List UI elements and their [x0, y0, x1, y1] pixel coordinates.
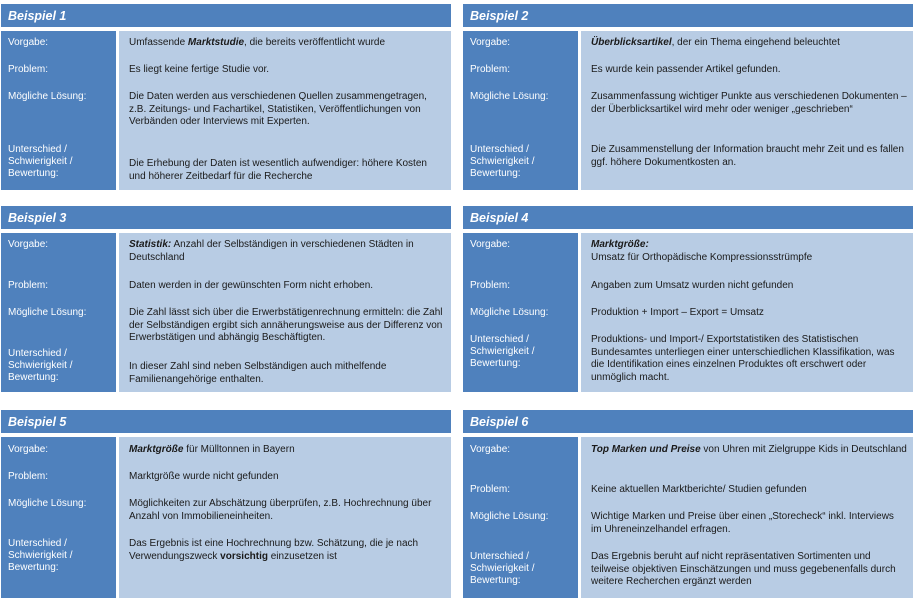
vorgabe-post: von Uhren mit Zielgruppe Kids in Deutschland [700, 444, 907, 455]
value-loesung: Zusammenfassung wichtiger Punkte aus verschiedenen Dokumenten – der Überblicksartikel wird mehr oder weniger „geschrieben“ [591, 91, 907, 115]
label-loesung: Mögliche Lösung: [8, 498, 87, 509]
example-card-6 [463, 410, 913, 598]
label-problem: Problem: [8, 64, 49, 75]
value-bewertung: Die Erhebung der Daten ist wesentlich aufwendiger: höhere Kosten und höherer Zeitbedarf für die Recherche [129, 158, 427, 182]
label-loesung: Mögliche Lösung: [8, 307, 87, 318]
vorgabe-emph: Statistik: [129, 239, 172, 250]
value-bewertung: Produktions- und Import-/ Exportstatistiken des Statistischen Bundesamtes unterliegen einer unterschiedlichen Klassifikation, was die Identifikation eines einzelnen Produktes oft erschwert oder unmöglich macht. [591, 334, 895, 383]
vorgabe-emph: Marktstudie [187, 37, 245, 48]
vorgabe-post: , der ein Thema eingehend beleuchtet [671, 37, 840, 48]
label-unterschied [8, 144, 113, 180]
label-unterschied-line2: Schwierigkeit / [8, 360, 73, 371]
value-loesung: Produktion + Import – Export = Umsatz [591, 307, 764, 318]
example-title: Beispiel 3 [1, 206, 451, 229]
example-title: Beispiel 1 [1, 4, 451, 27]
label-unterschied-line2: Schwierigkeit / [8, 156, 73, 167]
vorgabe-post: Umsatz für Orthopädische Kompressionsstrümpfe [591, 251, 813, 263]
value-vorgabe [591, 444, 907, 457]
example-card-3 [1, 206, 451, 392]
label-unterschied-line3: Bewertung: [470, 575, 521, 586]
label-vorgabe: Vorgabe: [470, 239, 511, 250]
label-loesung: Mögliche Lösung: [8, 91, 87, 102]
bewertung-emph: vorsichtig [220, 550, 268, 562]
label-vorgabe: Vorgabe: [470, 37, 511, 48]
label-unterschied-line2: Schwierigkeit / [470, 563, 535, 574]
example-title: Beispiel 4 [463, 206, 913, 229]
example-title: Beispiel 6 [463, 410, 913, 433]
label-unterschied-line1: Unterschied / [8, 144, 67, 155]
label-vorgabe: Vorgabe: [470, 444, 511, 455]
label-unterschied-line1: Unterschied / [470, 334, 529, 345]
value-problem: Angaben zum Umsatz wurden nicht gefunden [591, 280, 794, 291]
label-problem: Problem: [470, 64, 511, 75]
example-card-2 [463, 4, 913, 190]
value-bewertung [129, 538, 445, 563]
value-loesung: Möglichkeiten zur Abschätzung überprüfen, z.B. Hochrechnung über Anzahl von Immobilieneinheiten. [129, 498, 432, 522]
value-vorgabe [129, 37, 445, 50]
label-problem: Problem: [470, 280, 511, 291]
label-unterschied-line1: Unterschied / [8, 348, 67, 359]
example-card-5 [1, 410, 451, 598]
label-loesung: Mögliche Lösung: [470, 91, 549, 102]
value-vorgabe [129, 239, 445, 264]
vorgabe-emph: Marktgröße [129, 444, 184, 455]
value-vorgabe [591, 37, 907, 50]
vorgabe-post: für Mülltonnen in Bayern [183, 444, 295, 455]
label-unterschied-line1: Unterschied / [8, 538, 67, 549]
label-unterschied [470, 551, 575, 587]
vorgabe-emph: Top Marken und Preise [591, 444, 701, 455]
value-problem: Daten werden in der gewünschten Form nicht erhoben. [129, 280, 374, 291]
value-problem: Marktgröße wurde nicht gefunden [129, 471, 279, 482]
label-unterschied-line1: Unterschied / [470, 144, 529, 155]
label-unterschied-line3: Bewertung: [8, 168, 59, 179]
value-bewertung: In dieser Zahl sind neben Selbständigen auch mithelfende Familienangehörige enthalten. [129, 361, 387, 385]
label-unterschied-line3: Bewertung: [8, 372, 59, 383]
label-vorgabe: Vorgabe: [8, 444, 49, 455]
value-vorgabe [591, 239, 907, 264]
label-vorgabe: Vorgabe: [8, 37, 49, 48]
vorgabe-emph: Überblicksartikel [591, 37, 672, 48]
label-loesung: Mögliche Lösung: [470, 307, 549, 318]
label-unterschied-line3: Bewertung: [470, 168, 521, 179]
label-unterschied [470, 144, 575, 180]
label-unterschied-line3: Bewertung: [8, 562, 59, 573]
label-unterschied [470, 334, 575, 370]
example-card-1 [1, 4, 451, 190]
value-bewertung: Die Zusammenstellung der Information braucht mehr Zeit und es fallen ggf. höhere Dokumentkosten an. [591, 144, 904, 168]
label-problem: Problem: [8, 280, 49, 291]
label-loesung: Mögliche Lösung: [470, 511, 549, 522]
value-vorgabe [129, 444, 445, 457]
vorgabe-post: Anzahl der Selbständigen in verschiedenen Städten in Deutschland [129, 239, 414, 263]
value-loesung: Wichtige Marken und Preise über einen „Storecheck“ inkl. Interviews im Uhreneinzelhandel erfragen. [591, 511, 894, 535]
value-loesung: Die Zahl lässt sich über die Erwerbstätigenrechnung ermitteln: die Zahl der Selbständigen ergibt sich annäherungsweise aus der Differenz von Erwerbstätigen und abhängig Beschäftigten. [129, 307, 443, 343]
bewertung-post: einzusetzen ist [267, 550, 337, 562]
label-unterschied-line1: Unterschied / [470, 551, 529, 562]
vorgabe-emph: Marktgröße: [591, 239, 649, 250]
label-problem: Problem: [470, 484, 511, 495]
value-problem: Es liegt keine fertige Studie vor. [129, 64, 270, 75]
vorgabe-post: , die bereits veröffentlicht wurde [244, 37, 386, 48]
label-vorgabe: Vorgabe: [8, 239, 49, 250]
value-problem: Es wurde kein passender Artikel gefunden. [591, 64, 781, 75]
label-problem: Problem: [8, 471, 49, 482]
value-problem: Keine aktuellen Marktberichte/ Studien gefunden [591, 484, 807, 495]
bewertung-pre: Das Ergebnis ist eine Hochrechnung bzw. Schätzung, die je nach Verwendungszweck [129, 538, 419, 562]
label-unterschied-line2: Schwierigkeit / [470, 156, 535, 167]
example-title: Beispiel 5 [1, 410, 451, 433]
label-unterschied-line2: Schwierigkeit / [8, 550, 73, 561]
label-unterschied-line2: Schwierigkeit / [470, 346, 535, 357]
example-card-4 [463, 206, 913, 392]
label-unterschied [8, 348, 113, 384]
label-unterschied-line3: Bewertung: [470, 358, 521, 369]
value-bewertung: Das Ergebnis beruht auf nicht repräsentativen Sortimenten und teilweise objektiven Einschätzungen und muss gegebenenfalls durch weitere Recherchen ergänzt werden [591, 551, 896, 587]
value-loesung: Die Daten werden aus verschiedenen Quellen zusammengetragen, z.B. Zeitungs- und Fachartikel, Statistiken, Veröffentlichungen von Verbänden oder Interviews mit Experten. [129, 91, 427, 127]
label-unterschied [8, 538, 113, 574]
example-title: Beispiel 2 [463, 4, 913, 27]
vorgabe-pre: Umfassende [129, 37, 188, 48]
